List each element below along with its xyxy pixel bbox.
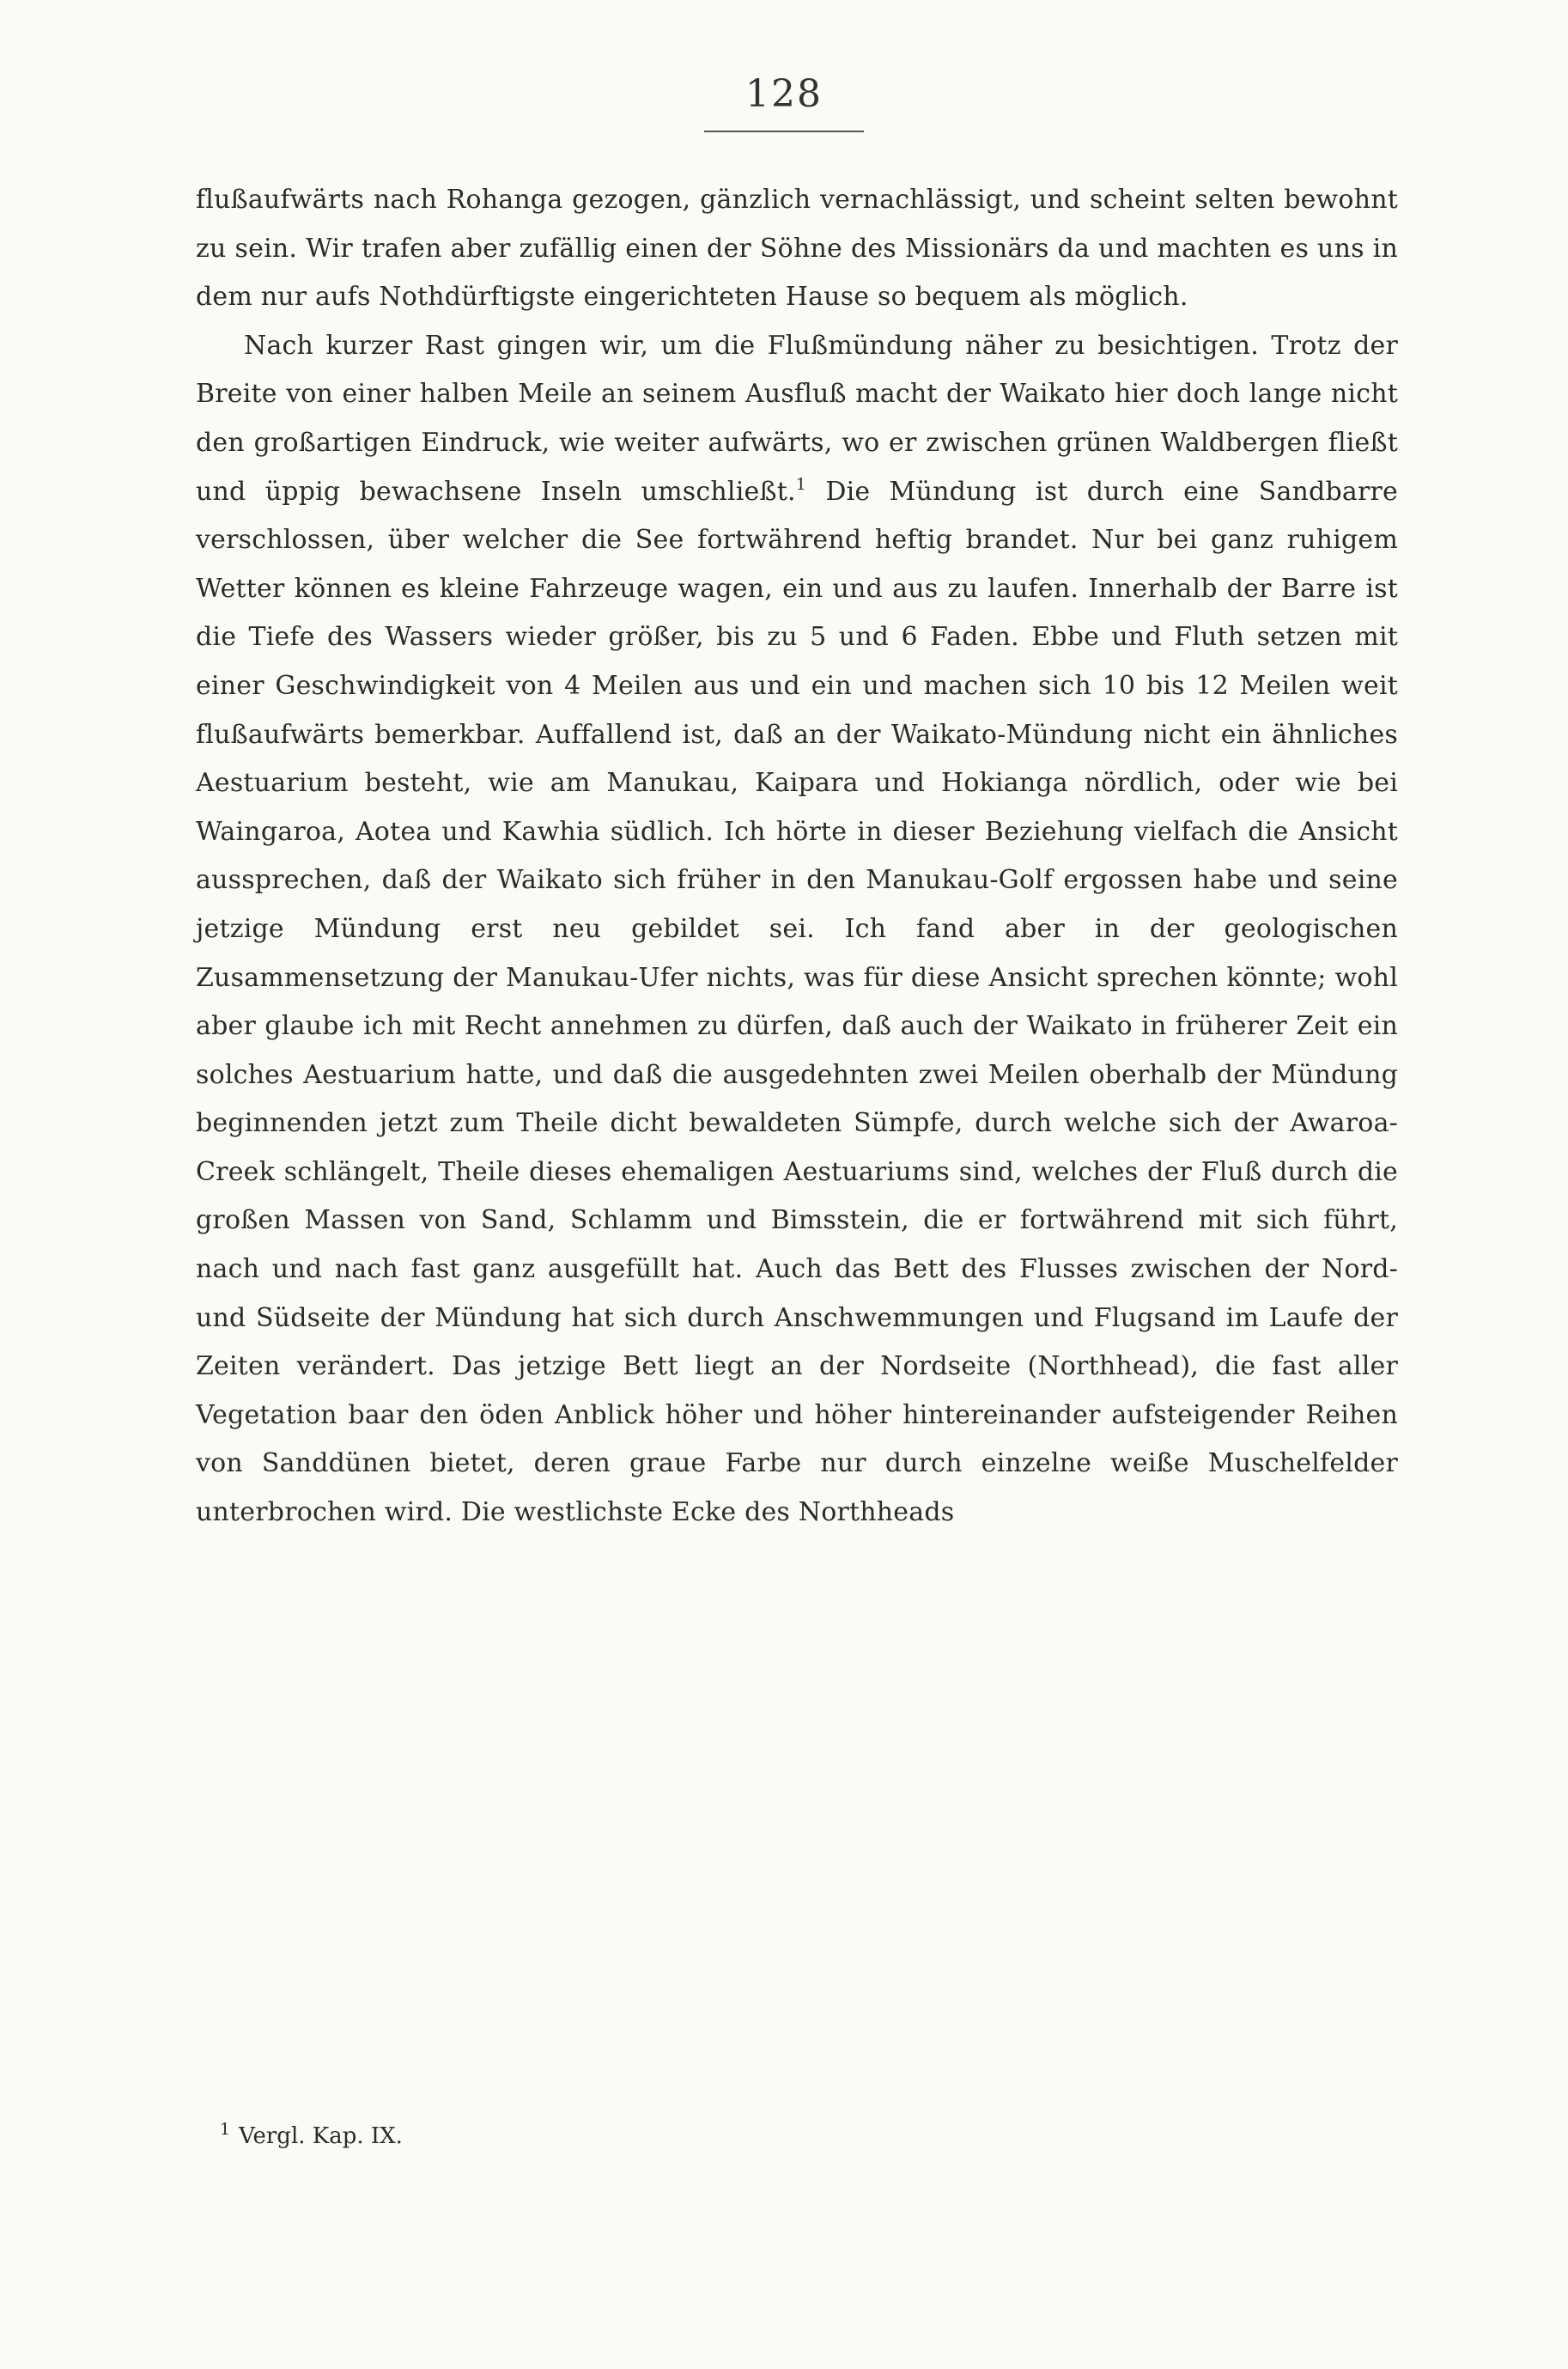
paragraph-1: flußaufwärts nach Rohanga gezogen, gänzlich vernachlässigt, und scheint selten bewohnt zu sein. Wir trafen aber zufällig einen der Söhne des Missionärs da und machten es uns in dem nur aufs Nothdürftigste eingerichteten Hause so bequem als möglich.: [196, 185, 1398, 313]
footnote-mark: 1: [220, 2120, 231, 2139]
paragraph-2-part-b: Die Mündung ist durch eine Sandbarre verschlossen, über welcher die See fortwährend heftig brandet. Nur bei ganz ruhigem Wetter können es kleine Fahrzeuge wagen, ein und aus zu laufen. Innerhalb der Barre ist die Tiefe des Wassers wieder größer, bis zu 5 und 6 Faden. Ebbe und Fluth setzen mit einer Geschwindigkeit von 4 Meilen aus und ein und machen sich 10 bis 12 Meilen weit flußaufwärts bemerkbar. Auffallend ist, daß an der Waikato-Mündung nicht ein ähnliches Aestuarium besteht, wie am Manukau, Kaipara und Hokianga nördlich, oder wie bei Waingaroa, Aotea und Kawhia südlich. Ich hörte in dieser Beziehung vielfach die Ansicht aussprechen, daß der Waikato sich früher in den Manukau-Golf ergossen habe und seine jetzige Mündung erst neu gebildet sei. Ich fand aber in der geologischen Zusammensetzung der Manukau-Ufer nichts, was für diese Ansicht sprechen könnte; wohl aber glaube ich mit Recht annehmen zu dürfen, daß auch der Waikato in früherer Zeit ein solches Aestuarium hatte, und daß die ausgedehnten zwei Meilen oberhalb der Mündung beginnenden jetzt zum Theile dicht bewaldeten Sümpfe, durch welche sich der Awaroa-Creek schlängelt, Theile dieses ehemaligen Aestuariums sind, welches der Fluß durch die großen Massen von Sand, Schlamm und Bimsstein, die er fortwährend mit sich führt, nach und nach fast ganz ausgefüllt hat. Auch das Bett des Flusses zwischen der Nord- und Südseite der Mündung hat sich durch Anschwemmungen und Flugsand im Laufe der Zeiten verändert. Das jetzige Bett liegt an der Nordseite (Northhead), die fast aller Vegetation baar den öden Anblick höher und höher hintereinander aufsteigender Reihen von Sanddünen bietet, deren graue Farbe nur durch einzelne weiße Muschelfelder unterbrochen wird. Die westlichste Ecke des Northheads: [196, 476, 1398, 1528]
body-text: [196, 176, 1398, 1538]
header-rule: [704, 131, 864, 132]
paragraph-2: [196, 322, 1398, 1538]
paragraph-2-part-a: Nach kurzer Rast gingen wir, um die Flußmündung näher zu besichtigen. Trotz der Breite von einer halben Meile an seinem Ausfluß macht der Waikato hier doch lange nicht den großartigen Eindruck, wie weiter aufwärts, wo er zwischen grünen Waldbergen fließt und üppig bewachsene Inseln umschließt.: [196, 330, 1398, 507]
footnote-text: Vergl. Kap. IX.: [239, 2123, 403, 2149]
footnote: [220, 2115, 403, 2151]
footnote-reference: 1: [795, 474, 806, 494]
page-number: 128: [745, 72, 823, 116]
